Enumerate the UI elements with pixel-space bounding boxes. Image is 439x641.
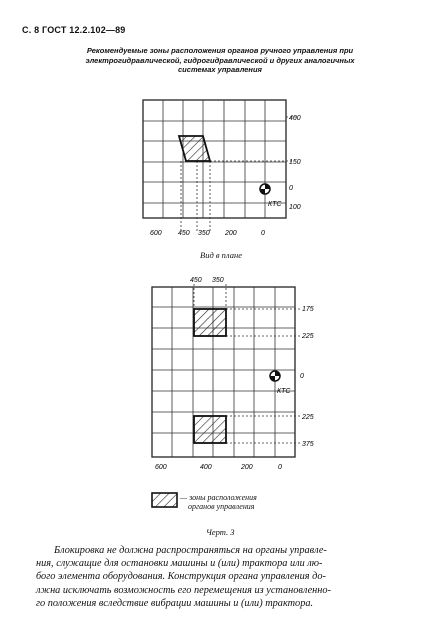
axis-label: 200 — [225, 230, 237, 237]
axis-label: 375 — [302, 441, 314, 448]
title-line: системах управления — [178, 65, 262, 74]
axis-label: 0 — [289, 185, 293, 192]
plan-view-caption: Вид в плане — [200, 250, 242, 260]
control-zone-lower — [194, 416, 226, 443]
ktc-label: КТС — [268, 201, 282, 208]
ktc-marker — [260, 184, 270, 194]
title-line: электрогидравлической, гидрогидравлической и других аналогичных — [85, 55, 355, 65]
legend-text — [180, 493, 257, 511]
axis-label: 450 — [178, 230, 190, 237]
title-line: Рекомендуемые зоны расположения органов ручного управления при — [86, 46, 354, 55]
axis-label: 225 — [302, 333, 314, 340]
axis-label: 225 — [302, 414, 314, 421]
control-zone-upper — [194, 309, 226, 336]
axis-label: 450 — [190, 277, 202, 284]
body-paragraph — [36, 544, 412, 610]
axis-label: 100 — [289, 204, 301, 211]
axis-label: 0 — [261, 230, 265, 237]
legend-line: органов управления — [188, 502, 255, 511]
control-zone-plan — [179, 136, 210, 161]
paragraph-line: лжна исключать возможность его перемещения из установленно- — [36, 584, 331, 596]
axis-label: 175 — [302, 306, 314, 313]
paragraph-line: бого элемента оборудования. Конструкция органа управления до- — [36, 571, 326, 583]
axis-label: 600 — [155, 464, 167, 471]
legend-line: — зоны расположения — [180, 493, 257, 502]
axis-label: 600 — [150, 230, 162, 237]
figure-caption: Черт. 3 — [206, 527, 235, 537]
ktc-marker — [270, 371, 280, 381]
axis-label: 350 — [198, 230, 210, 237]
axis-label: 150 — [289, 159, 301, 166]
axis-label: 200 — [241, 464, 253, 471]
ktc-label: КТС — [277, 388, 291, 395]
legend-swatch — [152, 493, 177, 507]
paragraph-line: ния, служащие для остановки машины и (или) трактора или лю- — [36, 558, 323, 570]
axis-label: 400 — [289, 115, 301, 122]
axis-label: 0 — [278, 464, 282, 471]
plan-view-grid — [143, 100, 296, 232]
axis-label: 400 — [200, 464, 212, 471]
paragraph-line: Блокировка не должна распространяться на органы управле- — [54, 545, 327, 556]
axis-label: 350 — [212, 277, 224, 284]
paragraph-line: го положения вследствие вибрации машины и (или) трактора. — [36, 597, 314, 609]
axis-label: 0 — [300, 373, 304, 380]
page-header: С. 8 ГОСТ 12.2.102—89 — [22, 25, 126, 35]
